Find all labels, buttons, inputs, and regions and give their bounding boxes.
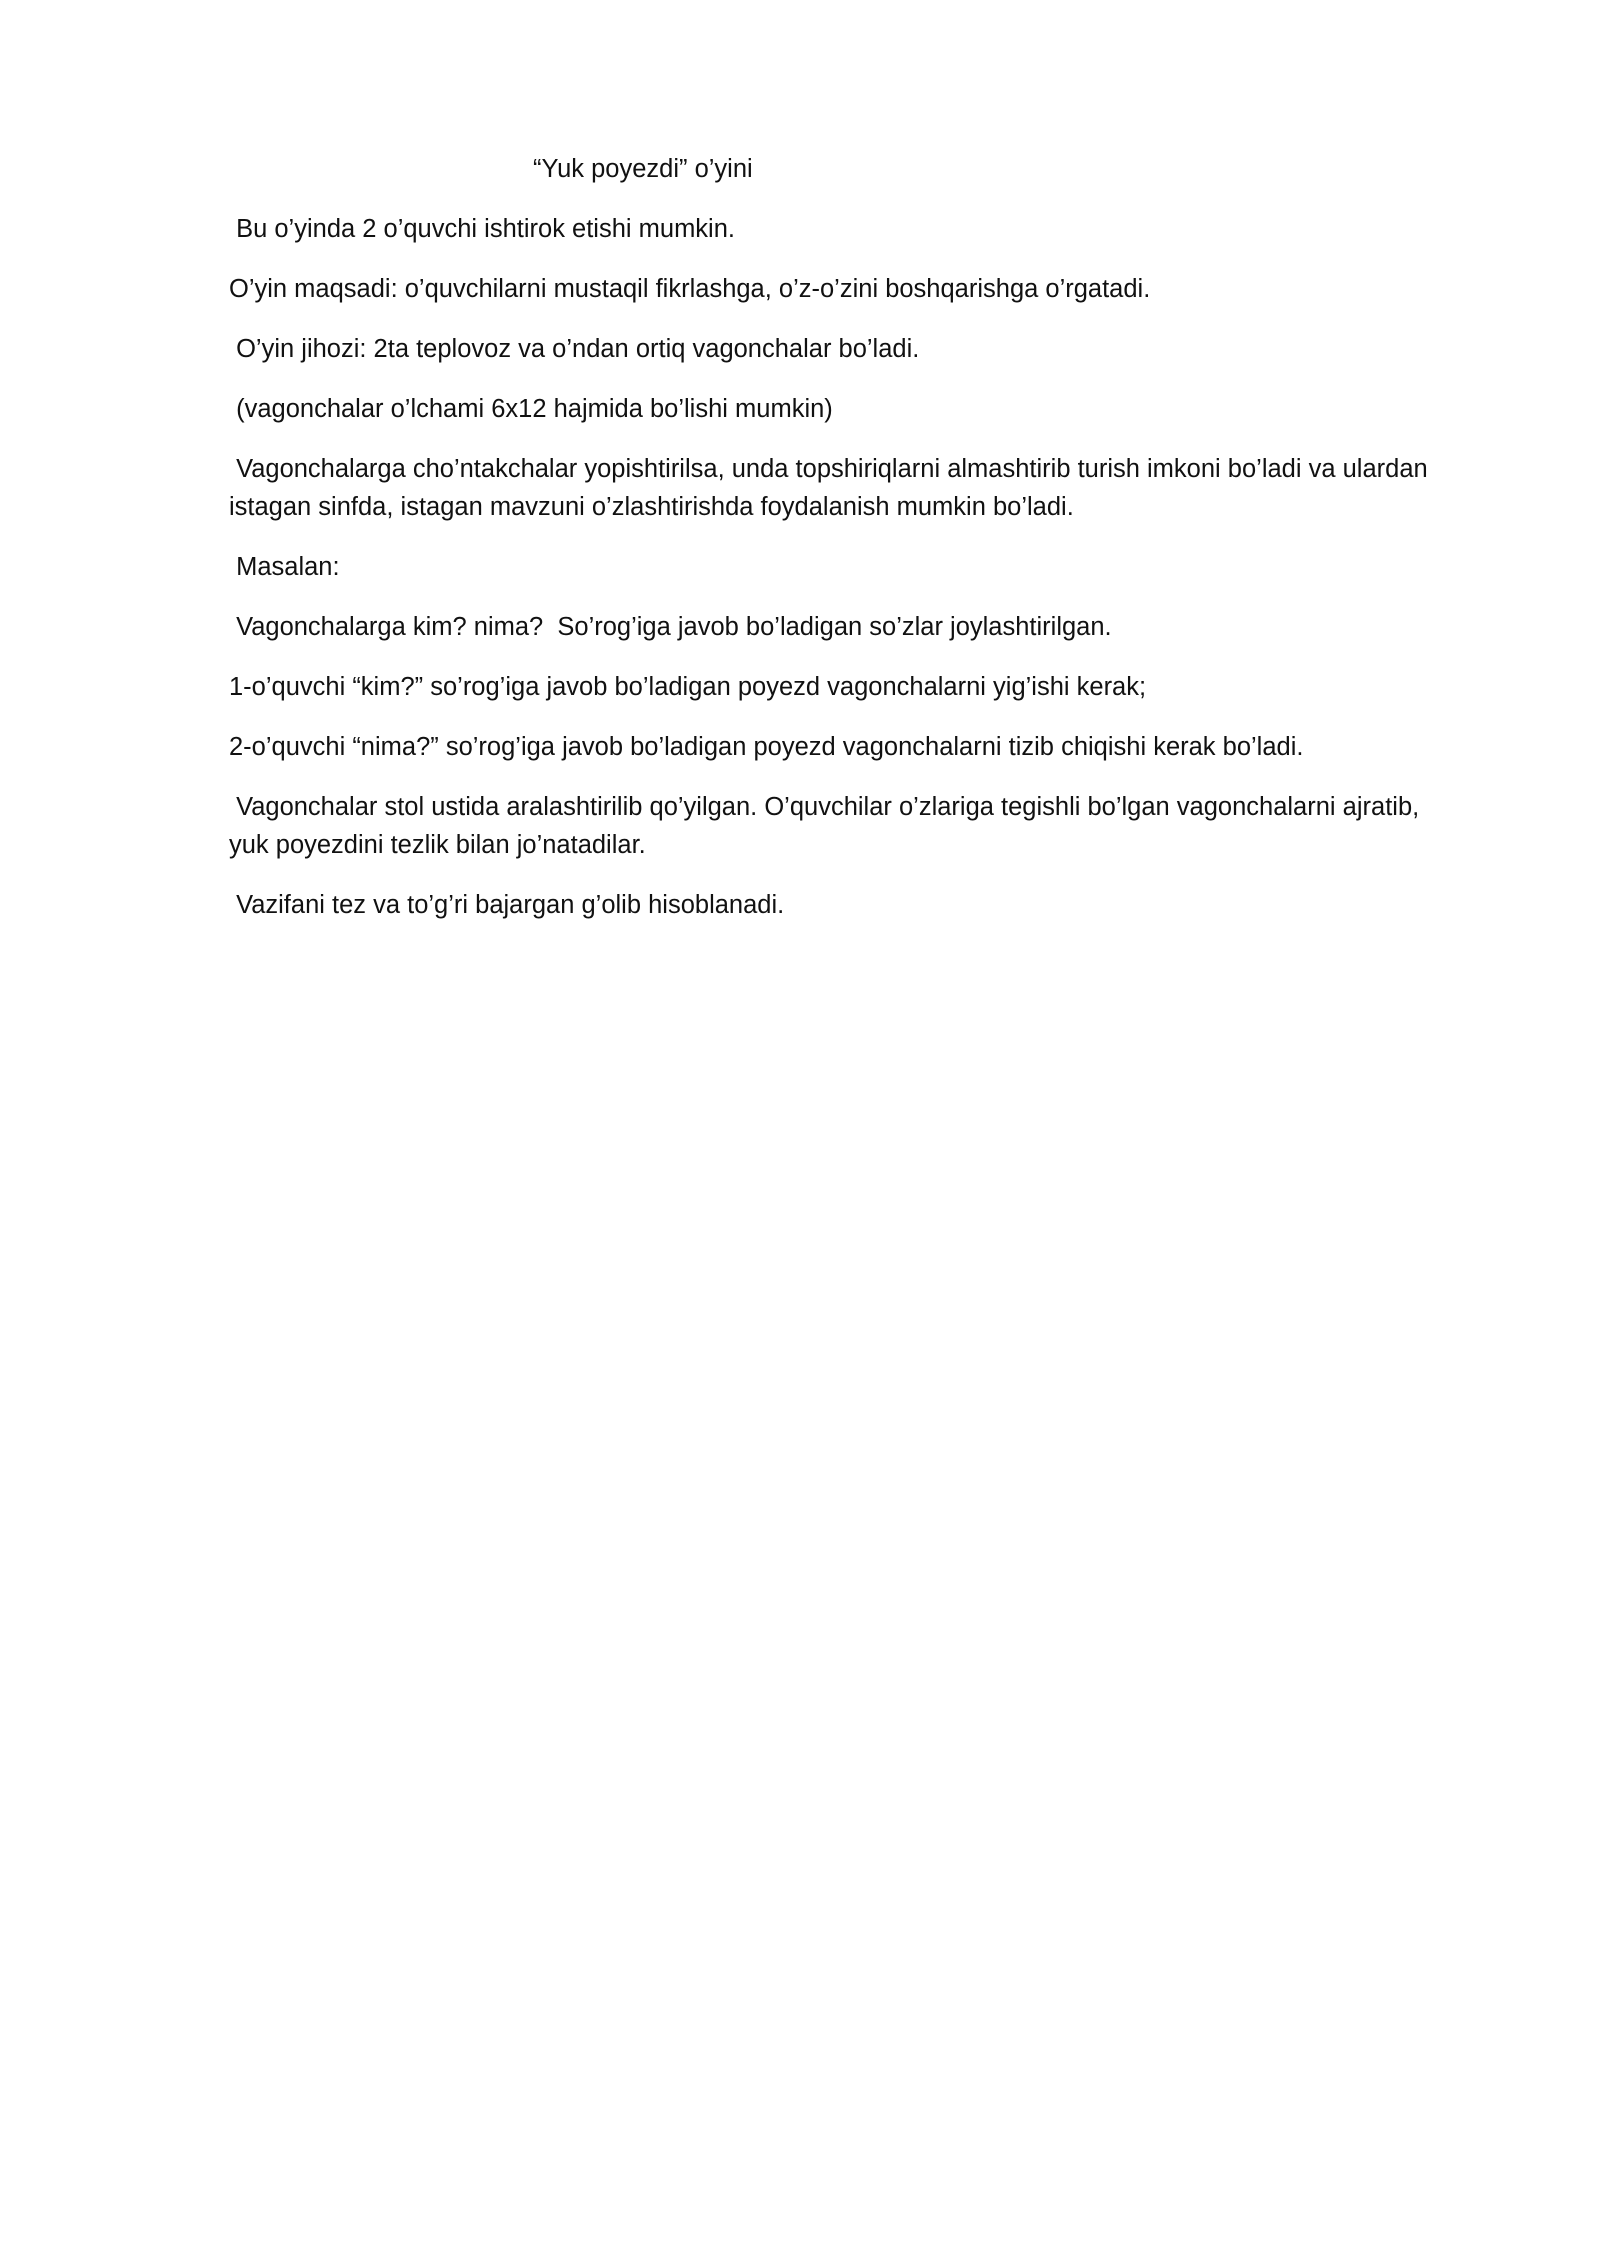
- document-body: [229, 150, 1435, 946]
- paragraph-student-2: 2-o’quvchi “nima?” so’rog’iga javob bo’ladigan poyezd vagonchalarni tizib chiqishi kerak bo’ladi.: [229, 733, 1304, 761]
- paragraph-winner: Vazifani tez va to’g’ri bajargan g’olib hisoblanadi.: [229, 891, 785, 919]
- paragraph-goal: O’yin maqsadi: o’quvchilarni mustaqil fikrlashga, o’z-o’zini boshqarishga o’rgatadi.: [229, 275, 1151, 303]
- paragraph-size: (vagonchalar o’lchami 6x12 hajmida bo’lishi mumkin): [229, 395, 833, 423]
- paragraph-student-1: 1-o’quvchi “kim?” so’rog’iga javob bo’ladigan poyezd vagonchalarni yig’ishi kerak;: [229, 673, 1147, 701]
- paragraph-example-label: Masalan:: [229, 553, 340, 581]
- paragraph-example-words: Vagonchalarga kim? nima? So’rog’iga javob bo’ladigan so’zlar joylashtirilgan.: [229, 613, 1112, 641]
- paragraph-participants: Bu o’yinda 2 o’quvchi ishtirok etishi mumkin.: [229, 215, 735, 243]
- paragraph-pockets: Vagonchalarga cho’ntakchalar yopishtirilsa, unda topshiriqlarni almashtirib turish imkoni bo’ladi va ulardan istagan sinfda, istagan mavzuni o’zlashtirishda foydalanish mumkin bo’ladi.: [229, 455, 1435, 521]
- paragraph-mixing: Vagonchalar stol ustida aralashtirilib qo’yilgan. O’quvchilar o’zlariga tegishli bo’lgan vagonchalarni ajratib, yuk poyezdini tezlik bilan jo’natadilar.: [229, 793, 1427, 859]
- document-title: “Yuk poyezdi” o’yini: [533, 155, 753, 183]
- paragraph-equipment: O’yin jihozi: 2ta teplovoz va o’ndan ortiq vagonchalar bo’ladi.: [229, 335, 920, 363]
